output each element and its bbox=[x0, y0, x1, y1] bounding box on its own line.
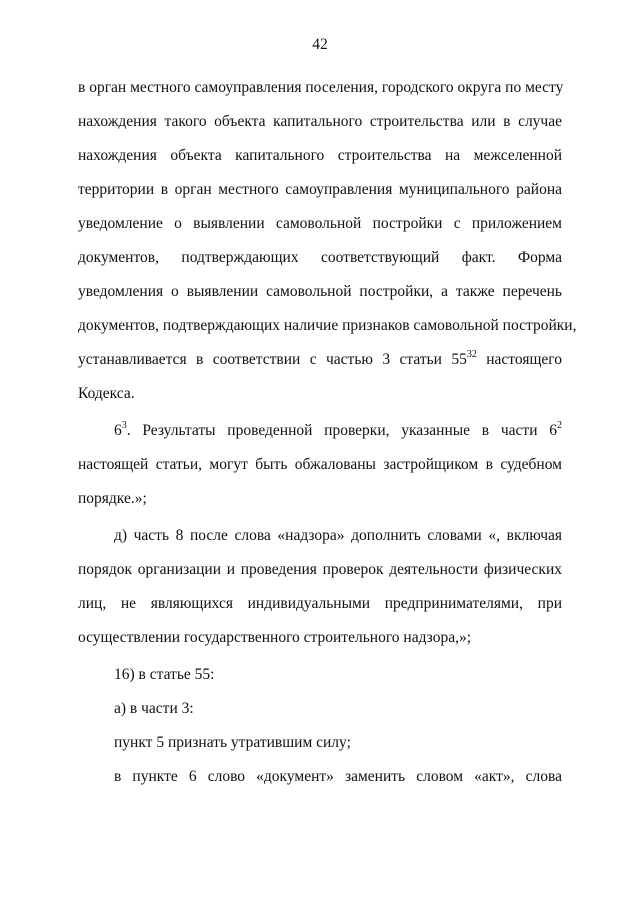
text-line: лиц, не являющихся индивидуальными предпринимателями, при bbox=[78, 595, 562, 612]
text-line: 16) в статье 55: bbox=[114, 666, 215, 683]
text-line: документов, подтверждающих соответствующий факт. Форма bbox=[78, 249, 562, 266]
text-line: в орган местного самоуправления поселения, городского округа по месту bbox=[78, 79, 564, 96]
text-fragment: устанавливается в соответствии с частью 3 статьи 55 bbox=[78, 351, 467, 368]
text-line: нахождения объекта капитального строительства на межселенной bbox=[78, 147, 562, 164]
text-line: настоящей статьи, могут быть обжалованы застройщиком в судебном bbox=[78, 456, 562, 473]
page-number: 42 bbox=[312, 36, 328, 53]
text-fragment: настоящего bbox=[476, 351, 562, 368]
text-line: Кодекса. bbox=[78, 385, 135, 402]
superscript: 32 bbox=[466, 348, 477, 360]
text-line: в пункте 6 слово «документ» заменить словом «акт», слова bbox=[114, 768, 562, 785]
text-line: порядок организации и проведения проверок деятельности физических bbox=[78, 561, 562, 578]
text-line: порядке.»; bbox=[78, 490, 147, 507]
text-line-with-superscript bbox=[114, 421, 562, 441]
text-line: пункт 5 признать утратившим силу; bbox=[114, 734, 351, 751]
text-line: уведомление о выявлении самовольной постройки с приложением bbox=[78, 215, 562, 232]
text-line: документов, подтверждающих наличие признаков самовольной постройки, bbox=[78, 317, 577, 334]
text-line: осуществлении государственного строительного надзора,»; bbox=[78, 629, 472, 646]
text-line: д) часть 8 после слова «надзора» дополнить словами «, включая bbox=[114, 527, 562, 544]
text-line: территории в орган местного самоуправления муниципального района bbox=[78, 181, 562, 198]
text-fragment: . Результаты проведенной проверки, указанные в части 6 bbox=[126, 422, 557, 439]
superscript: 3 bbox=[121, 419, 127, 431]
text-line-with-superscript bbox=[78, 350, 562, 370]
text-fragment: 6 bbox=[114, 422, 122, 439]
text-line: а) в части 3: bbox=[114, 700, 194, 717]
superscript: 2 bbox=[557, 419, 562, 431]
text-line: уведомления о выявлении самовольной постройки, а также перечень bbox=[78, 283, 562, 300]
text-line: нахождения такого объекта капитального строительства или в случае bbox=[78, 113, 562, 130]
